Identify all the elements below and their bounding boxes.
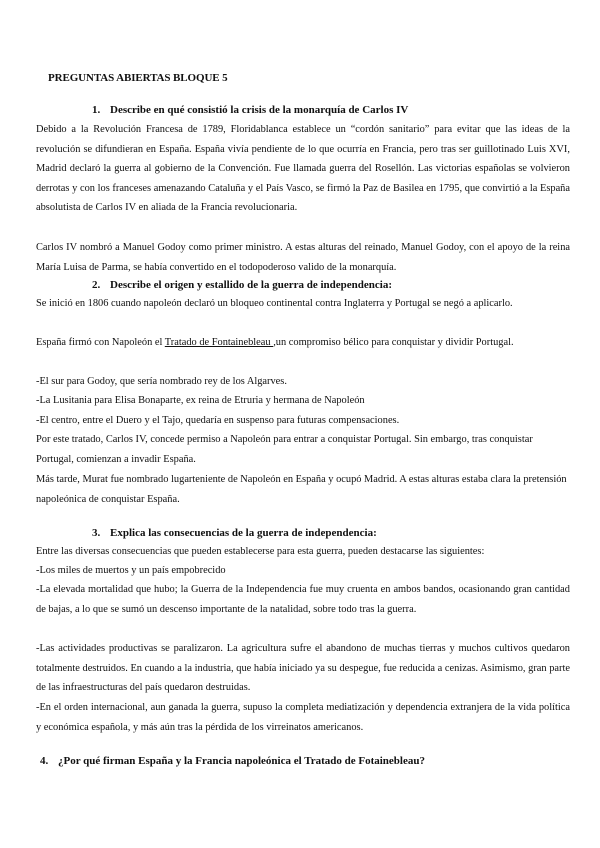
question-2-number: 2. (92, 279, 101, 291)
q3-paragraph-2: -Los miles de muertos y un país empobrecido (36, 565, 226, 576)
q2-paragraph-6: Por este tratado, Carlos IV, concede permiso a Napoleón para entrar a conquistar Portugal. Sin embargo, tras conquistar Portugal, comienzan a invadir España. (36, 434, 533, 465)
q2-paragraph-7: Más tarde, Murat fue nombrado lugarteniente de Napoleón en España y ocupó Madrid. A estas alturas estaba clara la pretensión napoleónica de conquistar España. (36, 474, 567, 505)
q2-paragraph-2 (36, 333, 570, 353)
question-3-heading (92, 527, 377, 539)
q2-paragraph-4: -La Lusitania para Elisa Bonaparte, ex reina de Etruria y hermana de Napoleón (36, 395, 365, 406)
question-1-heading (92, 104, 408, 116)
question-4-heading (40, 755, 425, 767)
question-2-text: Describe el origen y estallido de la guerra de independencia: (110, 279, 392, 291)
document-title: PREGUNTAS ABIERTAS BLOQUE 5 (48, 72, 228, 84)
question-1-text: Describe en qué consistió la crisis de la monarquía de Carlos IV (110, 104, 409, 116)
q2-paragraph-1: Se inició en 1806 cuando napoleón declaró un bloqueo continental contra Inglaterra y Portugal se negó a aplicarlo. (36, 298, 513, 309)
q3-paragraph-3: -La elevada mortalidad que hubo; la Guerra de la Independencia fue muy cruenta en ambos bandos, ocasionando gran cantidad de bajas, a lo que se sumó un descenso importante de la natalidad, sobre todo tras la guerra. (36, 584, 570, 615)
q1-paragraph-1: Debido a la Revolución Francesa de 1789, Floridablanca establece un “cordón sanitario” para evitar que las ideas de la revolución se difundieran en España. España vivía pendiente de lo que ocurría en Francia, pero tras ser guillotinado Luis XVI, Madrid declaró la guerra al gobierno de la Convención. Fue llamada guerra del Rosellón. Las victorias españolas se volvieron derrotas y con los franceses amenazando Cataluña y el País Vasco, se firmó la Paz de Basilea en 1795, que convirtió a la España absolutista de Carlos IV en aliada de la Francia revolucionaria. (36, 124, 570, 214)
q1-paragraph-2: Carlos IV nombró a Manuel Godoy como primer ministro. A estas alturas del reinado, Manuel Godoy, con el apoyo de la reina María Luisa de Parma, se había convertido en el todopoderoso valido de la monarquía. (36, 242, 570, 273)
question-3-number: 3. (92, 527, 101, 539)
q3-paragraph-1: Entre las diversas consecuencias que pueden establecerse para esta guerra, pueden destacarse las siguientes: (36, 546, 485, 557)
treaty-fontainebleau-link[interactable]: Tratado de Fontainebleau (164, 337, 274, 348)
question-4-number: 4. (40, 755, 49, 767)
q2-paragraph-3: -El sur para Godoy, que sería nombrado rey de los Algarves. (36, 376, 287, 387)
question-2-heading (92, 279, 392, 291)
question-1-number: 1. (92, 104, 101, 116)
question-3-text: Explica las consecuencias de la guerra de independencia: (110, 527, 377, 539)
q2-paragraph-5: -El centro, entre el Duero y el Tajo, quedaría en suspenso para futuras compensaciones. (36, 415, 400, 426)
q3-paragraph-5: -En el orden internacional, aun ganada la guerra, supuso la completa mediatización y dependencia extranjera de la vida política y económica española, y más aún tras la pérdida de los virreinatos americanos. (36, 702, 570, 733)
question-4-text: ¿Por qué firman España y la Francia napoleónica el Tratado de Fotainebleau? (58, 755, 425, 767)
q2-paragraph-2-lead: España firmó con Napoleón el (36, 337, 165, 348)
q3-paragraph-4: -Las actividades productivas se paralizaron. La agricultura sufre el abandono de muchas tierras y muchos cultivos quedaron totalmente destruidos. En cuando a la industria, que había iniciado ya su despegue, fue reducida a cenizas. Asimismo, gran parte de las infraestructuras del país quedaron destruidas. (36, 643, 570, 694)
q2-paragraph-2-tail: ,un compromiso bélico para conquistar y dividir Portugal. (273, 337, 514, 348)
